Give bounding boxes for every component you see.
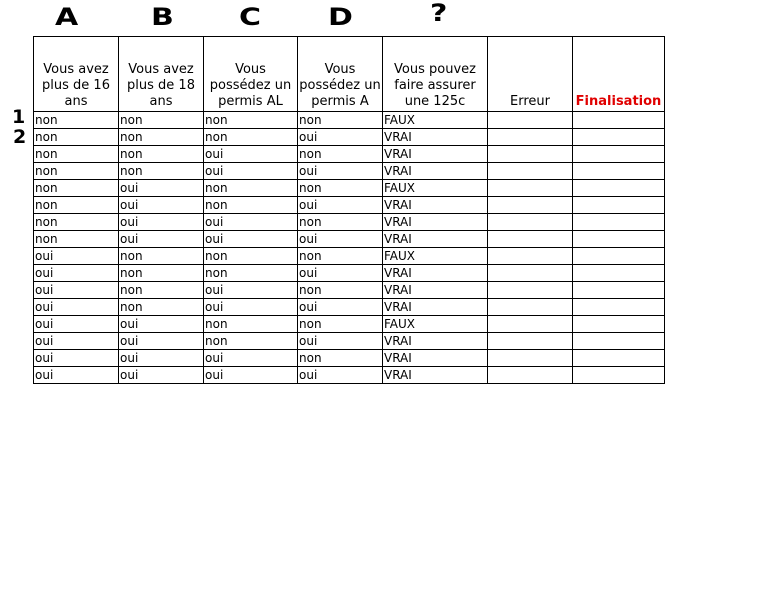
cell-permis-al[interactable]: non (204, 197, 298, 214)
cell-assurer-125[interactable]: VRAI (383, 163, 488, 180)
table-row (34, 231, 665, 248)
cell-permis-al[interactable]: non (204, 129, 298, 146)
cell-erreur[interactable] (488, 316, 573, 333)
cell-erreur[interactable] (488, 367, 573, 384)
cell-finalisation[interactable] (573, 180, 665, 197)
cell-plus-18[interactable]: oui (119, 350, 204, 367)
cell-plus-16[interactable]: oui (34, 299, 119, 316)
cell-assurer-125[interactable]: VRAI (383, 367, 488, 384)
cell-erreur[interactable] (488, 129, 573, 146)
cell-plus-16[interactable]: oui (34, 282, 119, 299)
cell-permis-al[interactable]: oui (204, 299, 298, 316)
cell-finalisation[interactable] (573, 163, 665, 180)
table-body (34, 112, 665, 384)
cell-plus-16[interactable]: non (34, 112, 119, 129)
cell-erreur[interactable] (488, 299, 573, 316)
cell-plus-18[interactable]: non (119, 248, 204, 265)
cell-permis-a[interactable]: non (298, 282, 383, 299)
cell-permis-al[interactable]: non (204, 316, 298, 333)
cell-assurer-125[interactable]: FAUX (383, 248, 488, 265)
cell-plus-18[interactable]: non (119, 282, 204, 299)
cell-permis-a[interactable]: oui (298, 231, 383, 248)
header-plus-18-ans[interactable]: Vous avez plus de 18 ans (119, 37, 204, 112)
cell-assurer-125[interactable]: VRAI (383, 214, 488, 231)
cell-finalisation[interactable] (573, 367, 665, 384)
cell-plus-16[interactable]: oui (34, 333, 119, 350)
cell-assurer-125[interactable]: FAUX (383, 180, 488, 197)
cell-permis-al[interactable]: non (204, 333, 298, 350)
cell-finalisation[interactable] (573, 248, 665, 265)
cell-plus-16[interactable]: non (34, 214, 119, 231)
table-row (34, 163, 665, 180)
cell-finalisation[interactable] (573, 350, 665, 367)
cell-plus-18[interactable]: oui (119, 197, 204, 214)
cell-plus-18[interactable]: oui (119, 333, 204, 350)
cell-assurer-125[interactable]: VRAI (383, 350, 488, 367)
table-row (34, 214, 665, 231)
cell-erreur[interactable] (488, 180, 573, 197)
cell-plus-18[interactable]: non (119, 112, 204, 129)
cell-permis-a[interactable]: non (298, 350, 383, 367)
cell-erreur[interactable] (488, 231, 573, 248)
truth-table (33, 36, 665, 384)
cell-erreur[interactable] (488, 197, 573, 214)
row-mark-1: 1 (12, 106, 26, 128)
column-letter-question: ? (430, 0, 448, 28)
cell-plus-18[interactable]: oui (119, 214, 204, 231)
cell-erreur[interactable] (488, 333, 573, 350)
cell-plus-16[interactable]: oui (34, 248, 119, 265)
cell-permis-a[interactable]: oui (298, 367, 383, 384)
cell-finalisation[interactable] (573, 333, 665, 350)
cell-erreur[interactable] (488, 214, 573, 231)
cell-erreur[interactable] (488, 282, 573, 299)
table-row (34, 316, 665, 333)
cell-assurer-125[interactable]: VRAI (383, 129, 488, 146)
cell-permis-a[interactable]: non (298, 180, 383, 197)
cell-plus-18[interactable]: non (119, 265, 204, 282)
header-permis-al[interactable]: Vous possédez un permis AL (204, 37, 298, 112)
cell-plus-16[interactable]: oui (34, 350, 119, 367)
column-letter-a: A (55, 3, 79, 32)
cell-plus-16[interactable]: non (34, 163, 119, 180)
column-letter-b: B (151, 3, 174, 32)
table-row (34, 180, 665, 197)
cell-plus-18[interactable]: non (119, 146, 204, 163)
table-row (34, 129, 665, 146)
cell-permis-al[interactable]: non (204, 265, 298, 282)
cell-assurer-125[interactable]: VRAI (383, 197, 488, 214)
cell-finalisation[interactable] (573, 231, 665, 248)
cell-permis-a[interactable]: non (298, 112, 383, 129)
header-assurer-125[interactable]: Vous pouvez faire assurer une 125c (383, 37, 488, 112)
cell-finalisation[interactable] (573, 299, 665, 316)
cell-plus-16[interactable]: oui (34, 265, 119, 282)
cell-plus-16[interactable]: non (34, 231, 119, 248)
table-row (34, 299, 665, 316)
cell-permis-al[interactable]: oui (204, 214, 298, 231)
cell-plus-18[interactable]: oui (119, 316, 204, 333)
cell-erreur[interactable] (488, 146, 573, 163)
table-row (34, 350, 665, 367)
cell-permis-al[interactable]: non (204, 180, 298, 197)
cell-permis-al[interactable]: oui (204, 146, 298, 163)
cell-finalisation[interactable] (573, 112, 665, 129)
cell-permis-al[interactable]: non (204, 248, 298, 265)
table-row (34, 265, 665, 282)
cell-erreur[interactable] (488, 163, 573, 180)
cell-finalisation[interactable] (573, 214, 665, 231)
cell-permis-a[interactable]: non (298, 316, 383, 333)
row-mark-2: 2 (13, 126, 27, 148)
cell-permis-a[interactable]: non (298, 248, 383, 265)
table-row (34, 333, 665, 350)
cell-permis-al[interactable]: oui (204, 282, 298, 299)
cell-assurer-125[interactable]: FAUX (383, 316, 488, 333)
cell-permis-al[interactable]: oui (204, 163, 298, 180)
cell-permis-a[interactable]: non (298, 146, 383, 163)
header-plus-16-ans[interactable]: Vous avez plus de 16 ans (34, 37, 119, 112)
cell-plus-18[interactable]: non (119, 163, 204, 180)
cell-plus-18[interactable]: non (119, 299, 204, 316)
cell-assurer-125[interactable]: VRAI (383, 299, 488, 316)
table-row (34, 367, 665, 384)
cell-finalisation[interactable] (573, 265, 665, 282)
cell-permis-a[interactable]: non (298, 214, 383, 231)
cell-plus-18[interactable]: oui (119, 180, 204, 197)
cell-permis-a[interactable]: oui (298, 129, 383, 146)
cell-assurer-125[interactable]: VRAI (383, 333, 488, 350)
cell-erreur[interactable] (488, 112, 573, 129)
cell-finalisation[interactable] (573, 146, 665, 163)
cell-permis-al[interactable]: oui (204, 350, 298, 367)
cell-erreur[interactable] (488, 265, 573, 282)
table-row (34, 248, 665, 265)
table-row (34, 112, 665, 129)
cell-permis-al[interactable]: oui (204, 367, 298, 384)
cell-permis-a[interactable]: oui (298, 197, 383, 214)
table-header-row (34, 37, 665, 112)
cell-assurer-125[interactable]: VRAI (383, 265, 488, 282)
cell-assurer-125[interactable]: FAUX (383, 112, 488, 129)
cell-permis-a[interactable]: oui (298, 265, 383, 282)
cell-erreur[interactable] (488, 350, 573, 367)
header-erreur[interactable]: Erreur (488, 37, 573, 112)
column-letter-d: D (328, 3, 353, 32)
cell-plus-16[interactable]: non (34, 146, 119, 163)
cell-plus-18[interactable]: non (119, 129, 204, 146)
cell-permis-a[interactable]: oui (298, 163, 383, 180)
cell-permis-a[interactable]: oui (298, 333, 383, 350)
cell-assurer-125[interactable]: VRAI (383, 146, 488, 163)
table-row (34, 146, 665, 163)
cell-permis-al[interactable]: oui (204, 231, 298, 248)
cell-plus-18[interactable]: oui (119, 231, 204, 248)
cell-plus-18[interactable]: oui (119, 367, 204, 384)
cell-assurer-125[interactable]: VRAI (383, 231, 488, 248)
column-letter-c: C (239, 3, 262, 32)
cell-erreur[interactable] (488, 248, 573, 265)
cell-assurer-125[interactable]: VRAI (383, 282, 488, 299)
cell-finalisation[interactable] (573, 282, 665, 299)
cell-permis-a[interactable]: oui (298, 299, 383, 316)
header-finalisation[interactable]: Finalisation (573, 37, 665, 112)
cell-finalisation[interactable] (573, 129, 665, 146)
cell-finalisation[interactable] (573, 197, 665, 214)
cell-plus-16[interactable]: non (34, 129, 119, 146)
header-permis-a[interactable]: Vous possédez un permis A (298, 37, 383, 112)
table-row (34, 197, 665, 214)
cell-plus-16[interactable]: oui (34, 367, 119, 384)
cell-permis-al[interactable]: non (204, 112, 298, 129)
cell-finalisation[interactable] (573, 316, 665, 333)
table-row (34, 282, 665, 299)
cell-plus-16[interactable]: non (34, 180, 119, 197)
cell-plus-16[interactable]: non (34, 197, 119, 214)
cell-plus-16[interactable]: oui (34, 316, 119, 333)
